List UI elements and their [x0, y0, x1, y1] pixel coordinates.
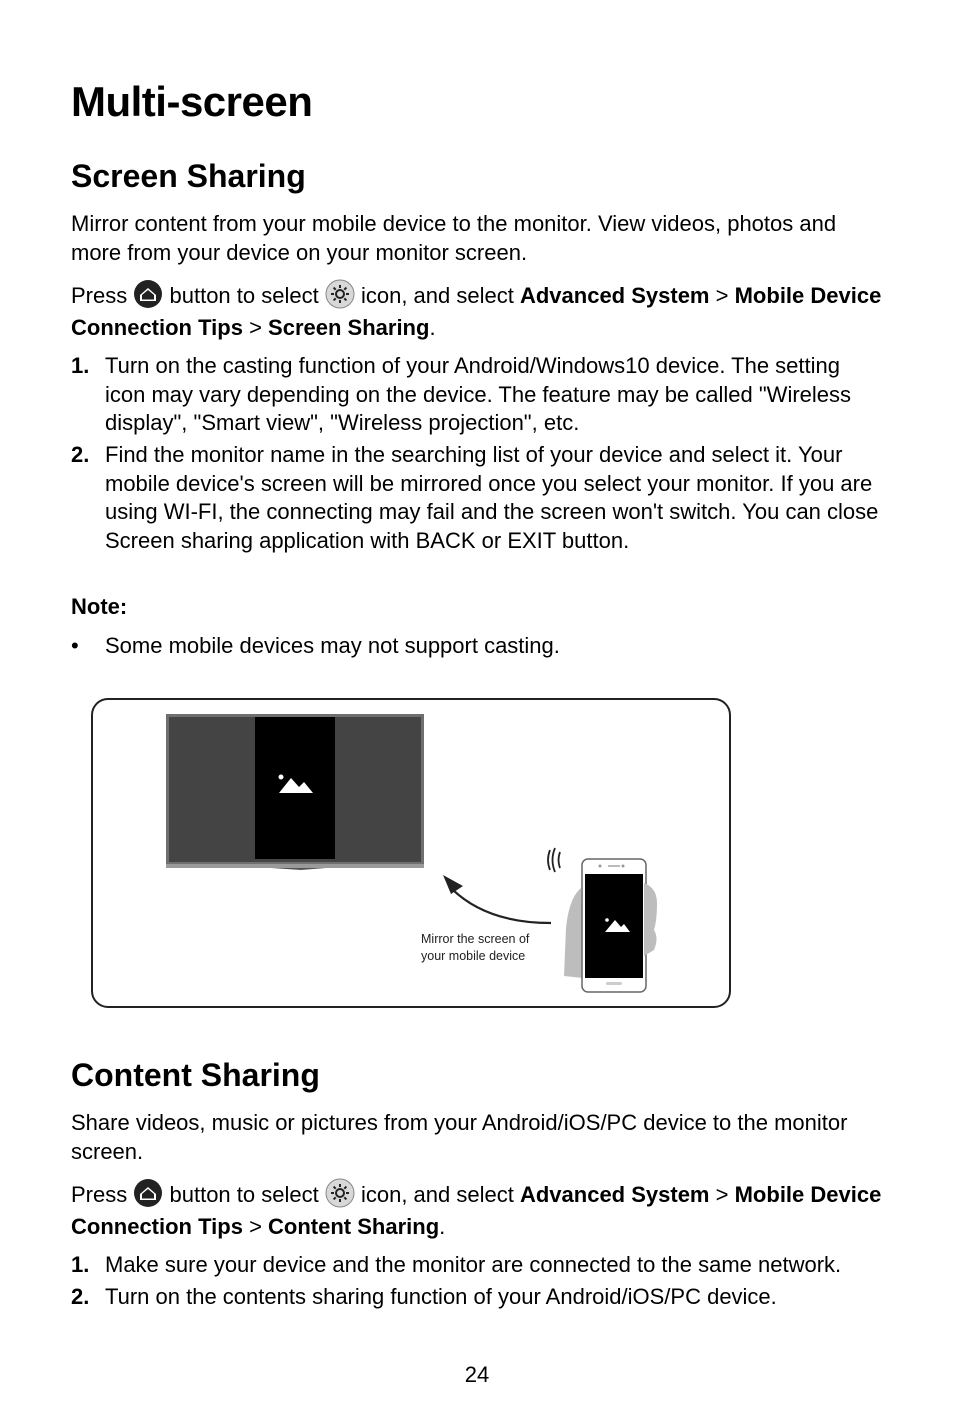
screen-mirroring-illustration [91, 698, 731, 1008]
page-title: Multi-screen [71, 78, 313, 125]
gear-icon [325, 1178, 355, 1208]
home-icon [133, 279, 163, 309]
content-sharing-intro: Share videos, music or pictures from your Android/iOS/PC device to the monitor screen. [71, 1110, 848, 1164]
screen-sharing-instruction: Press button to select icon, and select Advanced System > Mobile Device Connection Tips > Screen Sharing. [71, 280, 886, 344]
illustration-caption: your mobile device [421, 949, 526, 963]
page-number: 24 [464, 1362, 490, 1387]
content-sharing-instruction: Press button to select icon, and select Advanced System > Mobile Device Connection Tips > Content Sharing. [71, 1179, 886, 1243]
gear-icon [325, 279, 355, 309]
home-icon [133, 1178, 163, 1208]
content-sharing-steps [71, 1251, 886, 1315]
list-item: • Some mobile devices may not support casting. [71, 633, 560, 658]
note-label: Note: [71, 594, 128, 619]
list-item: 2. Find the monitor name in the searching list of your device and select it. Your mobile device's screen will be mirrored once you select your monitor. If you are using WI-FI, the connecting may fail and the screen won't switch. You can close Screen sharing application with BACK or EXIT button. [71, 442, 879, 553]
list-item: 2. Turn on the contents sharing function of your Android/iOS/PC device. [71, 1284, 777, 1309]
screen-sharing-steps [71, 352, 886, 559]
section-heading-screen-sharing: Screen Sharing [71, 158, 306, 194]
screen-sharing-intro: Mirror content from your mobile device to the monitor. View videos, photos and more from your device on your monitor screen. [71, 211, 837, 265]
list-item: 1. Turn on the casting function of your Android/Windows10 device. The setting icon may vary depending on the device. The feature may be called "Wireless display", "Smart view", "Wireless projection", etc. [71, 353, 852, 435]
illustration-caption: Mirror the screen of [421, 932, 530, 946]
list-item: 1. Make sure your device and the monitor are connected to the same network. [71, 1252, 842, 1277]
section-heading-content-sharing: Content Sharing [71, 1057, 320, 1093]
note-list [71, 632, 886, 661]
monitor-icon [166, 714, 424, 870]
